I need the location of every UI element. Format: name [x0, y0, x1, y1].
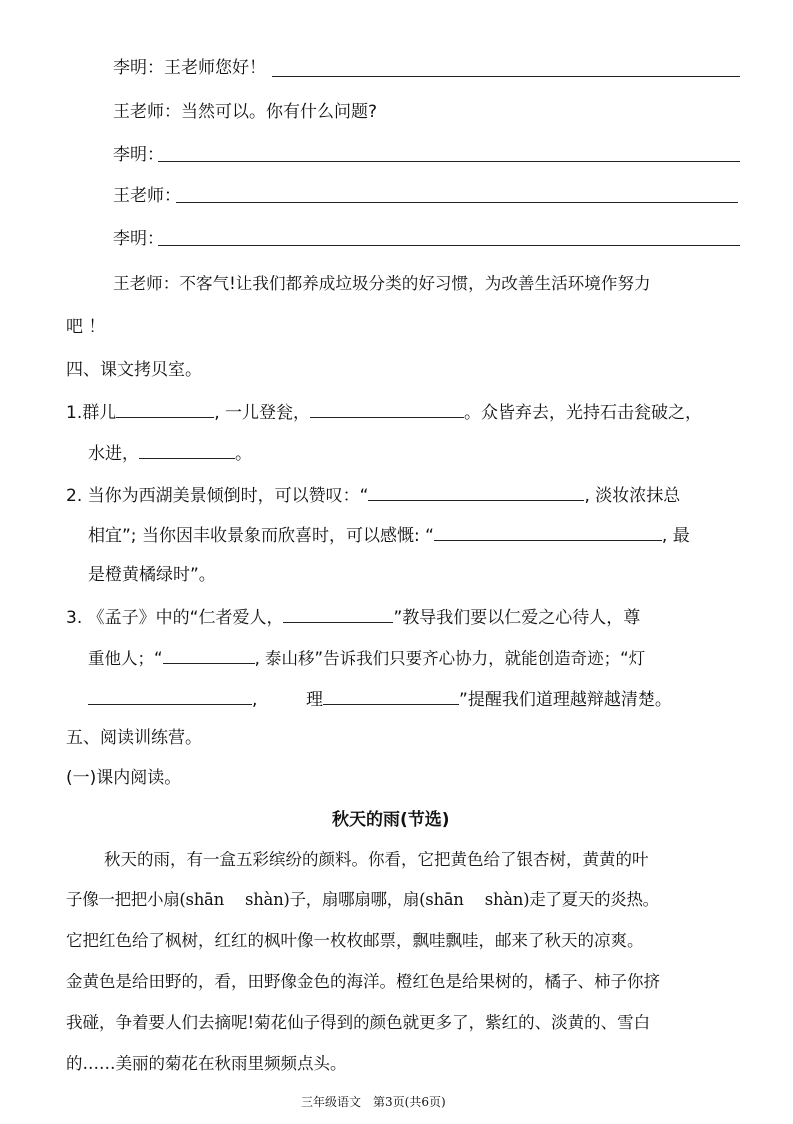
dialogue-line-6 [113, 272, 651, 296]
dialogue-line-1 [113, 56, 266, 80]
dialogue-line-5 [113, 227, 164, 251]
question-text: 。众皆弃去，光持石击瓮破之， [464, 403, 703, 423]
speaker-li-ming: 李明： [113, 58, 164, 78]
question-1-line-1 [66, 399, 702, 425]
question-text: , 淡妆浓抹总 [584, 486, 681, 506]
speaker-li-ming: 李明： [113, 229, 164, 249]
question-text: 相宜”; 当你因丰收景象而欣喜时，可以感慨: “ [88, 526, 434, 546]
dialogue-line-4 [113, 184, 181, 208]
passage-line-5: 我碰，争着要人们去摘呢!菊花仙子得到的颜色就更多了，紫红的、淡黄的、雪白 [66, 1013, 651, 1032]
answer-blank[interactable] [139, 440, 235, 459]
section-5-heading: 五、阅读训练营。 [66, 728, 202, 748]
question-text: 重他人；“ [88, 649, 163, 668]
passage-line-2: 子像一把把小扇(shān shàn)子，扇哪扇哪，扇(shān shàn)走了夏天的炎热。 [66, 890, 659, 909]
answer-blank[interactable] [176, 201, 738, 203]
answer-blank[interactable] [88, 686, 252, 705]
question-text: , 一儿登瓮， [214, 403, 311, 423]
question-2-line-3: 是橙黄橘绿时”。 [88, 565, 216, 585]
passage-line-4: 金黄色是给田野的，看，田野像金色的海洋。橙红色是给果树的，橘子、柿子你挤 [66, 972, 660, 991]
dialogue-line-3 [113, 143, 164, 167]
answer-blank[interactable] [323, 686, 459, 705]
answer-blank[interactable] [310, 399, 464, 418]
question-number: 1. [66, 403, 83, 423]
question-text: ”提醒我们道理越辩越清楚。 [459, 690, 672, 710]
question-text: ”教导我们要以仁爱之心待人，尊 [393, 608, 641, 628]
answer-blank[interactable] [272, 75, 740, 77]
section-5-subheading: (一)课内阅读。 [66, 768, 182, 788]
answer-blank[interactable] [158, 244, 740, 246]
question-3-line-1 [66, 604, 640, 630]
question-1-line-2 [88, 440, 252, 466]
answer-blank[interactable] [163, 645, 255, 664]
question-text: 当你为西湖美景倾倒时，可以赞叹：“ [87, 486, 369, 506]
dialogue-line-6-cont: 吧 ！ [66, 317, 106, 337]
question-3-line-3 [88, 686, 672, 712]
question-text: 理 [306, 690, 324, 710]
question-number: 2. [66, 486, 83, 506]
question-text: , 泰山移”告诉我们只要齐心协力，就能创造奇迹；“灯 [254, 649, 646, 668]
speaker-wang-teacher: 王老师： [113, 274, 180, 293]
passage-line-1: 秋天的雨，有一盒五彩缤纷的颜料。你看，它把黄色给了银杏树，黄黄的叶 [104, 850, 649, 869]
speaker-wang-teacher: 王老师： [113, 102, 181, 122]
passage-title: 秋天的雨(节选) [332, 810, 450, 830]
page-footer: 三年级语文 第3页(共6页) [301, 1095, 446, 1109]
answer-blank[interactable] [158, 160, 740, 162]
answer-blank[interactable] [434, 522, 662, 541]
passage-line-3: 它把红色给了枫树，红红的枫叶像一枚枚邮票，飘哇飘哇，邮来了秋天的凉爽。 [66, 931, 644, 950]
question-text: 《孟子》中的“仁者爱人， [87, 608, 284, 628]
answer-blank[interactable] [116, 399, 214, 418]
dialogue-text: 王老师您好！ [164, 58, 266, 78]
question-text: 水进， [88, 444, 139, 464]
question-text: 。 [235, 444, 252, 464]
dialogue-text: 当然可以。你有什么问题? [181, 102, 378, 122]
question-number: 3. [66, 608, 83, 628]
question-text: , [252, 690, 258, 710]
answer-blank[interactable] [283, 604, 393, 623]
speaker-wang-teacher: 王老师： [113, 186, 181, 206]
passage-line-6: 的……美丽的菊花在秋雨里频频点头。 [66, 1054, 347, 1073]
dialogue-line-2 [113, 100, 377, 124]
dialogue-text: 不客气!让我们都养成垃圾分类的好习惯，为改善生活环境作努力 [179, 274, 651, 293]
question-text: , 最 [661, 526, 690, 546]
question-2-line-1 [66, 482, 680, 508]
question-2-line-2 [88, 522, 690, 548]
question-text: 群儿 [82, 403, 117, 423]
speaker-li-ming: 李明： [113, 145, 164, 165]
section-4-heading: 四、课文拷贝室。 [66, 360, 202, 380]
answer-blank[interactable] [368, 482, 584, 501]
question-3-line-2 [88, 645, 645, 671]
